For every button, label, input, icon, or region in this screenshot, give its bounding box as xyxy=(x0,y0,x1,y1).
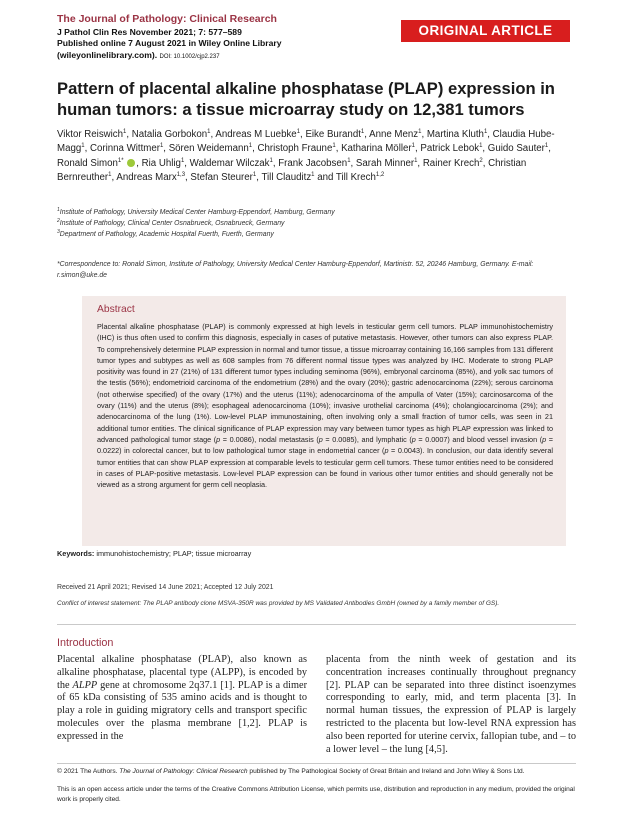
author-affiliation-mark: 1 xyxy=(180,157,185,164)
author-affiliation-mark: 1 xyxy=(411,143,415,150)
author-name[interactable]: Sören Weidemann xyxy=(168,143,249,155)
author-name[interactable]: Waldemar Wilczak xyxy=(189,157,270,169)
abstract-text: Placental alkaline phosphatase (PLAP) is commonly expressed at high levels in testicular germ cell tumors. PLAP immunohistochemistry (IHC) is thus often used to confirm this diagnosis, especially in cases of putative metastasis. However, other tumors can also express PLAP. To comprehensively determine PLAP expression in normal and tumor tissue, a tissue microarray containing 16,166 samples from 131 different tumor types and subtypes as well as 608 samples from 76 different normal tissue types was analyzed by IHC. Moderate to strong PLAP positivity was found in 27 (21%) of 131 different tumor types including seminoma (96%), embryonal carcinoma (85%), and yolk sac tumors of the testis (56%); endometrioid carcinoma of the endometrium (28%) and the ovary (20%); gastric adenocarcinoma (22%); serous carcinoma (not otherwise specified) of the ovary (17%) and the uterus (11%); adenocarcinoma of the ampulla of Vater (15%); carcinosarcoma of the ovary (11%) and the uterus (8%); esophageal adenocarcinoma (10%); invasive urothelial carcinoma (4%); cholangiocarcinoma (2%); and adenocarcinoma of the lung (1%). Low-level PLAP immunostaining, often involving only a small fraction of tumor cells, was seen in 21 additional tumor entities. The clinical significance of PLAP expression may vary between tumor types as high PLAP expression was linked to advanced pathological tumor stage (p = 0.0086), nodal metastasis (p = 0.0085), and lymphatic (p = 0.0007) and blood vessel invasion (p = 0.0222) in colorectal cancer, but to low pathological tumor stage in endometrial cancer (p = 0.0043). In conclusion, our data identify several tumor entities that can show PLAP expression at comparable levels to testicular germ cell tumors. These tumor entities need to be considered in cases of PLAP-positive metastasis. Low-level PLAP expression can be found in various other tumor entities and should generally not be viewed as a strong argument for germ cell neoplasia. xyxy=(97,322,553,490)
author-name[interactable]: Andreas Marx xyxy=(116,171,177,183)
author-name[interactable]: Martina Kluth xyxy=(426,129,484,140)
published-line: Published online 7 August 2021 in Wiley Online Library xyxy=(57,38,282,49)
author-affiliation-mark: 1 xyxy=(159,143,164,150)
author-affiliation-mark: 1 xyxy=(123,129,127,135)
author-affiliation-mark: 1 xyxy=(269,157,273,164)
author-name[interactable]: Viktor Reiswich xyxy=(57,129,124,140)
author-affiliation-mark: 1,3 xyxy=(176,171,186,178)
author-affiliation-mark: 2 xyxy=(479,157,483,164)
author-name[interactable]: Frank Jacobsen xyxy=(278,157,348,169)
abstract-heading: Abstract xyxy=(97,304,135,315)
author-name[interactable]: Till Krech xyxy=(335,171,376,183)
footer-divider xyxy=(57,763,576,764)
section-divider xyxy=(57,624,576,625)
author-affiliation-mark: 1 xyxy=(108,171,112,178)
doi-link[interactable]: DOI: 10.1002/cjp2.237 xyxy=(159,53,220,60)
author-affiliation-mark: 1 xyxy=(360,129,365,135)
license-notice: This is an open access article under the terms of the Creative Commons Attribution License, which permits use, distribution and reproduction in any medium, provided the original work is properly cited. xyxy=(57,786,575,803)
author-name[interactable]: Ria Uhlig xyxy=(141,157,181,169)
author-affiliation-mark: 1 xyxy=(414,157,418,164)
author-name[interactable]: Patrick Lebok xyxy=(420,143,480,155)
author-affiliation-mark: 1 xyxy=(544,143,549,150)
affiliation: $^2$Institute of Pathology, Clinical Center Osnabrueck, Osnabrueck, Germany xyxy=(57,218,285,228)
author-name[interactable]: Guido Sauter xyxy=(487,143,545,155)
author-name[interactable]: Natalia Gorbokon xyxy=(131,129,208,140)
author-name[interactable]: Katharina Möller xyxy=(341,143,412,155)
author-affiliation-mark: 1 xyxy=(332,143,336,150)
author-affiliation-mark: 1 xyxy=(248,143,253,150)
copyright-notice: © 2021 The Authors. The Journal of Pathology: Clinical Research published by The Pathological Society of Great Britain and Ireland and John Wiley & Sons Ltd. xyxy=(57,768,525,775)
keywords xyxy=(57,549,251,558)
author-affiliation-mark: 1 xyxy=(479,143,483,150)
author-affiliation-mark: 1 xyxy=(347,157,351,164)
author-list: Viktor Reiswich$^1$, Natalia Gorbokon$^1$, Andreas M Luebke$^1$, Eike Burandt$^1$, Anne Menz$^1$, Martina Kluth$^1$, Claudia Hube-Magg$^1$, Corinna Wittmer$^1$, Sören Weidemann$^1$, Christoph Fraune$^1$, Katharina Möller$^1$, Patrick Lebok$^1$, Guido Sauter$^1$, Ronald Simon$^{1*}$ , Ria Uhlig$^1$, Waldemar Wilczak$^1$, Frank Jacobsen$^1$, Sarah Minner$^1$, Rainer Krech$^2$, Christian Bernreuther$^1$, Andreas Marx$^{1,3}$, Stefan Steurer$^1$, Till Clauditz$^1$ and Till Krech$^{1,2}$ xyxy=(57,129,555,183)
author-name[interactable]: Till Clauditz xyxy=(261,171,312,183)
author-name[interactable]: Anne Menz xyxy=(369,129,419,140)
affiliation: $^3$Department of Pathology, Academic Hospital Fuerth, Fuerth, Germany xyxy=(57,229,274,239)
citation-block xyxy=(57,27,282,62)
introduction-column-1: Placental alkaline phosphatase (PLAP), also known as alkaline phosphatase, placental type (ALPP), is encoded by the ALPP gene at chromosome 2q37.1 [1]. PLAP is a dimer of 65 kDa consisting of 535 amino acids and is thought to play a role in guiding migratory cells and transport specific molecules over the plasma membrane [1,2]. PLAP is expressed in the xyxy=(57,654,308,742)
author-affiliation-mark: 1 xyxy=(311,171,315,178)
site-link[interactable]: (wileyonlinelibrary.com). xyxy=(57,49,158,60)
author-affiliation-mark: 1 xyxy=(483,129,488,135)
author-affiliation-mark: 1 xyxy=(207,129,211,135)
orcid-icon[interactable] xyxy=(127,159,135,167)
author-name[interactable]: Andreas M Luebke xyxy=(215,129,297,140)
author-name[interactable]: Claudia Hube-Magg xyxy=(57,129,555,155)
keywords-label: Keywords: xyxy=(57,549,95,558)
author-name[interactable]: Rainer Krech xyxy=(422,157,480,169)
author-name[interactable]: Stefan Steurer xyxy=(190,171,253,183)
author-affiliation-mark: 1 xyxy=(81,143,85,150)
author-name[interactable]: Christian Bernreuther xyxy=(57,157,527,183)
article-type-badge: ORIGINAL ARTICLE xyxy=(401,20,570,42)
author-name[interactable]: Sarah Minner xyxy=(355,157,415,169)
introduction-column-2: placenta from the ninth week of gestation and its concentration increases continually throughout pregnancy [2]. PLAP can be separated into three distinct isoenzymes corresponding to early, mid, and term placenta [3]. In normal human tissues, the expression of PLAP is largely restricted to the placenta but low-level RNA expression has also been reported for uterine cervix, fallopian tube, and – to a lower level – the lung [4,5]. xyxy=(326,654,576,755)
author-affiliation-mark: 1 xyxy=(418,129,422,135)
citation-line: J Pathol Clin Res November 2021; 7: 577–589 xyxy=(57,27,242,37)
affiliation-list xyxy=(57,207,577,241)
article-history: Received 21 April 2021; Revised 14 June 2021; Accepted 12 July 2021 xyxy=(57,584,274,591)
conflict-statement: Conflict of interest statement: The PLAP antibody clone MSVA-350R was provided by MS Validated Antibodies GmbH (owned by a family member of GS). xyxy=(57,600,500,607)
keywords-text: immunohistochemistry; PLAP; tissue microarray xyxy=(96,549,252,558)
author-name[interactable]: Corinna Wittmer xyxy=(89,143,160,155)
journal-name[interactable]: The Journal of Pathology: Clinical Research xyxy=(57,13,277,25)
author-affiliation-mark: 1,2 xyxy=(375,171,385,178)
affiliation: $^1$Institute of Pathology, University Medical Center Hamburg-Eppendorf, Hamburg, Germany xyxy=(57,207,335,216)
correspondence: *Correspondence to: Ronald Simon, Institute of Pathology, University Medical Center Hamburg-Eppendorf, Martinistr. 52, 20246 Hamburg, Germany. E-mail: r.simon@uke.de xyxy=(57,261,534,280)
author-affiliation-mark: 1 xyxy=(296,129,301,135)
introduction-heading: Introduction xyxy=(57,637,114,649)
author-name[interactable]: Ronald Simon xyxy=(57,157,118,169)
article-title: Pattern of placental alkaline phosphatase (PLAP) expression in human tumors: a tissue microarray study on 12,381 tumors xyxy=(57,79,555,119)
site-doi-line xyxy=(57,50,282,62)
author-affiliation-mark: 1 xyxy=(252,171,257,178)
author-affiliation-mark: 1* xyxy=(117,157,124,164)
author-name[interactable]: Eike Burandt xyxy=(305,129,361,140)
author-name[interactable]: Christoph Fraune xyxy=(257,143,333,155)
